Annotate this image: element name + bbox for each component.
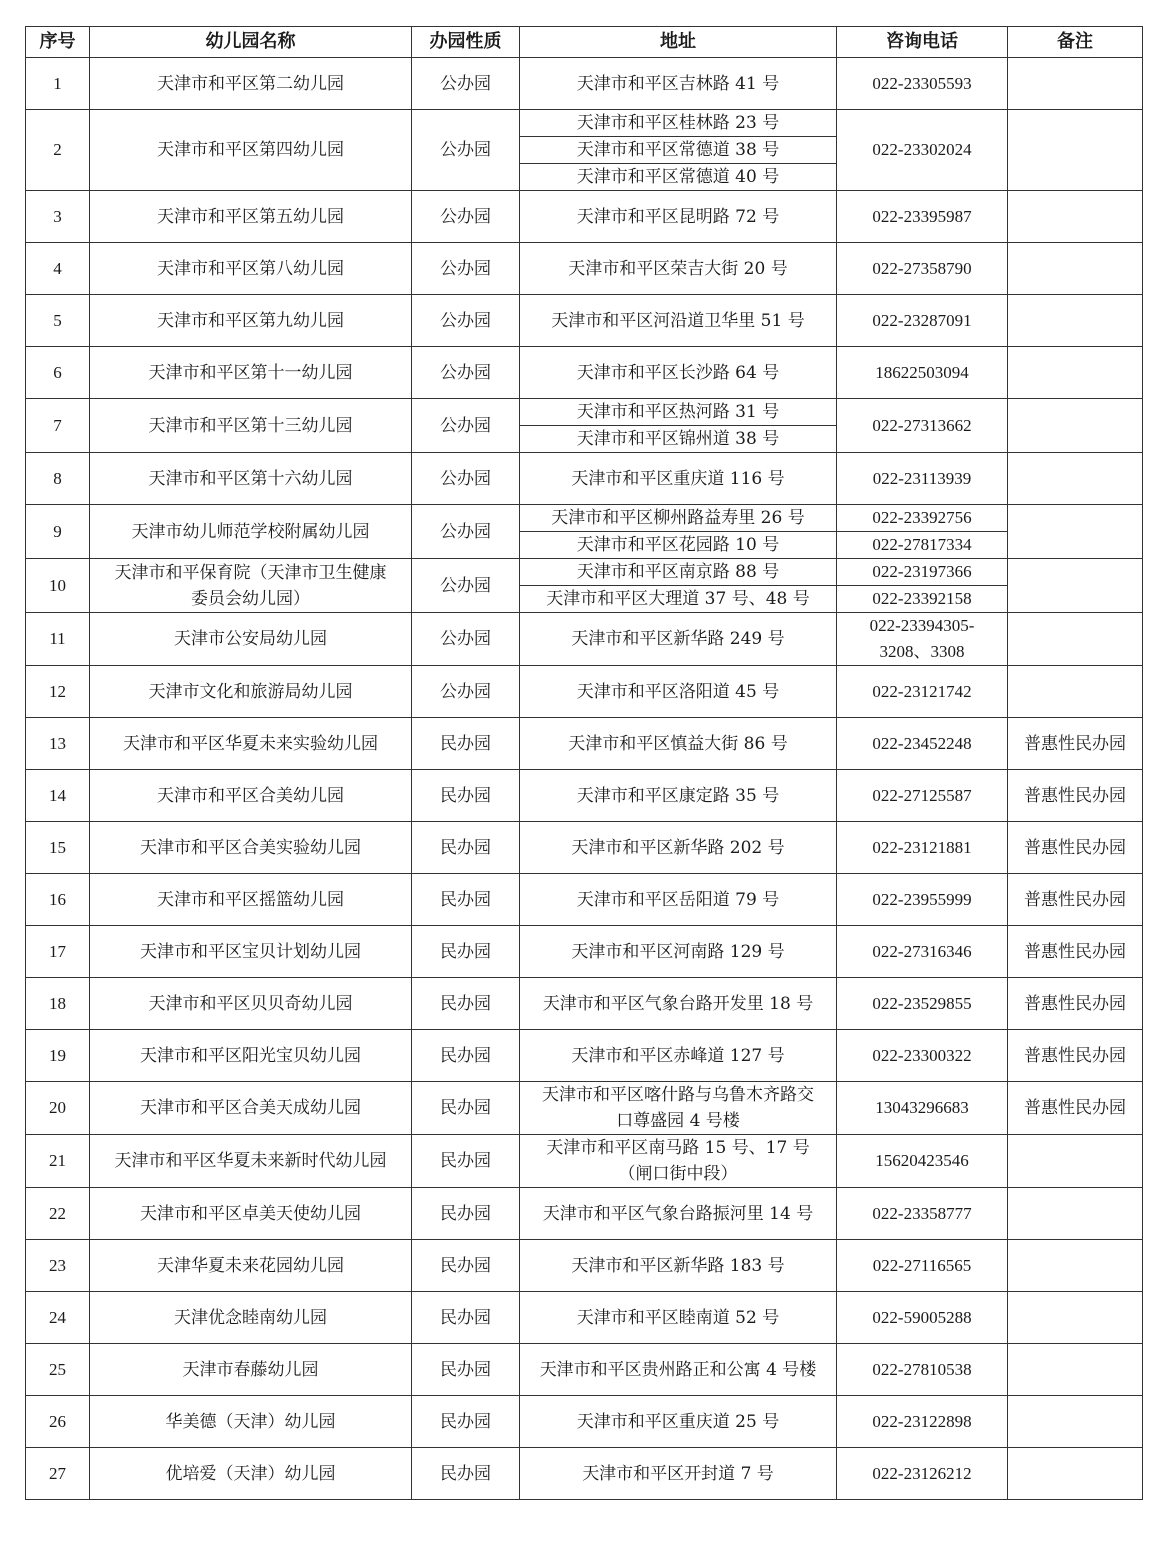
table-row [26, 1188, 1143, 1240]
header-note: 备注 [1008, 27, 1143, 58]
table-row [26, 58, 1143, 110]
cell-name: 天津市幼儿师范学校附属幼儿园 [90, 505, 412, 559]
table-row [26, 1135, 1143, 1188]
cell-note [1008, 505, 1143, 559]
table-row [26, 1292, 1143, 1344]
cell-name: 天津市和平区第九幼儿园 [90, 295, 412, 347]
cell-address: 天津市和平区常德道 38 号 [520, 137, 837, 164]
cell-address: 天津市和平区气象台路振河里 14 号 [520, 1188, 837, 1240]
cell-address: 天津市和平区睦南道 52 号 [520, 1292, 837, 1344]
cell-name: 天津市和平区华夏未来实验幼儿园 [90, 718, 412, 770]
table-row [26, 1240, 1143, 1292]
cell-phone: 022-23121881 [837, 822, 1008, 874]
cell-no: 2 [26, 110, 90, 191]
cell-no: 8 [26, 453, 90, 505]
table-row [26, 243, 1143, 295]
cell-address-line: 天津市和平区南马路 15 号、17 号 [546, 1138, 810, 1158]
cell-no: 23 [26, 1240, 90, 1292]
cell-address: 天津市和平区柳州路益寿里 26 号 [520, 505, 837, 532]
cell-type: 民办园 [412, 1396, 520, 1448]
cell-no: 22 [26, 1188, 90, 1240]
cell-type: 民办园 [412, 1135, 520, 1188]
cell-phone: 022-27116565 [837, 1240, 1008, 1292]
cell-name: 天津市和平区华夏未来新时代幼儿园 [90, 1135, 412, 1188]
cell-phone: 022-23113939 [837, 453, 1008, 505]
cell-note: 普惠性民办园 [1008, 1082, 1143, 1135]
cell-name: 天津华夏未来花园幼儿园 [90, 1240, 412, 1292]
cell-phone-line: 022-23394305- [869, 616, 975, 635]
cell-address: 天津市和平区河沿道卫华里 51 号 [520, 295, 837, 347]
cell-type: 公办园 [412, 453, 520, 505]
cell-no: 17 [26, 926, 90, 978]
table-row [26, 822, 1143, 874]
cell-type: 公办园 [412, 191, 520, 243]
cell-address: 天津市和平区岳阳道 79 号 [520, 874, 837, 926]
cell-type: 公办园 [412, 613, 520, 666]
cell-name: 天津优念睦南幼儿园 [90, 1292, 412, 1344]
table-row [26, 1082, 1143, 1135]
table-row [26, 347, 1143, 399]
cell-name-line: 天津市和平保育院（天津市卫生健康 [114, 562, 387, 583]
cell-name: 天津市公安局幼儿园 [90, 613, 412, 666]
cell-address: 天津市和平区康定路 35 号 [520, 770, 837, 822]
header-name: 幼儿园名称 [90, 27, 412, 58]
cell-note [1008, 1396, 1143, 1448]
cell-name: 天津市和平区第五幼儿园 [90, 191, 412, 243]
cell-note [1008, 453, 1143, 505]
cell-address: 天津市和平区桂林路 23 号 [520, 110, 837, 137]
cell-no: 3 [26, 191, 90, 243]
cell-note [1008, 1240, 1143, 1292]
cell-note [1008, 1135, 1143, 1188]
cell-phone: 18622503094 [837, 347, 1008, 399]
cell-name: 天津市和平区贝贝奇幼儿园 [90, 978, 412, 1030]
cell-phone: 022-59005288 [837, 1292, 1008, 1344]
cell-type: 公办园 [412, 347, 520, 399]
cell-phone: 022-23452248 [837, 718, 1008, 770]
cell-address [520, 1082, 837, 1135]
table-row [26, 505, 1143, 532]
cell-note [1008, 1292, 1143, 1344]
cell-no: 25 [26, 1344, 90, 1396]
cell-type: 民办园 [412, 1188, 520, 1240]
cell-note: 普惠性民办园 [1008, 978, 1143, 1030]
cell-name [90, 559, 412, 613]
table-row [26, 613, 1143, 666]
cell-phone: 022-27316346 [837, 926, 1008, 978]
cell-note: 普惠性民办园 [1008, 926, 1143, 978]
cell-address: 天津市和平区新华路 202 号 [520, 822, 837, 874]
cell-name: 天津市和平区合美幼儿园 [90, 770, 412, 822]
cell-address-line: 天津市和平区喀什路与乌鲁木齐路交 [542, 1085, 814, 1105]
cell-name: 天津市文化和旅游局幼儿园 [90, 666, 412, 718]
cell-no: 5 [26, 295, 90, 347]
cell-name: 天津市和平区合美实验幼儿园 [90, 822, 412, 874]
cell-phone: 022-27358790 [837, 243, 1008, 295]
table-row [26, 559, 1143, 586]
cell-address: 天津市和平区新华路 183 号 [520, 1240, 837, 1292]
cell-no: 14 [26, 770, 90, 822]
cell-phone [837, 613, 1008, 666]
cell-address: 天津市和平区锦州道 38 号 [520, 426, 837, 453]
cell-no: 1 [26, 58, 90, 110]
cell-no: 11 [26, 613, 90, 666]
cell-address-line: 口尊盛园 4 号楼 [616, 1111, 740, 1131]
cell-type: 民办园 [412, 1344, 520, 1396]
cell-address: 天津市和平区大理道 37 号、48 号 [520, 586, 837, 613]
table-row [26, 770, 1143, 822]
table-row [26, 926, 1143, 978]
cell-no: 13 [26, 718, 90, 770]
cell-phone: 022-23302024 [837, 110, 1008, 191]
cell-note [1008, 295, 1143, 347]
cell-address: 天津市和平区荣吉大街 20 号 [520, 243, 837, 295]
cell-name: 天津市和平区阳光宝贝幼儿园 [90, 1030, 412, 1082]
cell-phone: 022-23197366 [837, 559, 1008, 586]
cell-address: 天津市和平区南京路 88 号 [520, 559, 837, 586]
cell-note [1008, 58, 1143, 110]
cell-no: 4 [26, 243, 90, 295]
header-type: 办园性质 [412, 27, 520, 58]
cell-phone: 022-27125587 [837, 770, 1008, 822]
cell-phone: 022-23395987 [837, 191, 1008, 243]
cell-note [1008, 613, 1143, 666]
cell-note: 普惠性民办园 [1008, 718, 1143, 770]
cell-note [1008, 1344, 1143, 1396]
cell-note: 普惠性民办园 [1008, 822, 1143, 874]
cell-type: 民办园 [412, 718, 520, 770]
cell-name: 天津市和平区宝贝计划幼儿园 [90, 926, 412, 978]
cell-no: 27 [26, 1448, 90, 1500]
cell-note [1008, 110, 1143, 191]
header-no: 序号 [26, 27, 90, 58]
cell-type: 民办园 [412, 822, 520, 874]
cell-name: 天津市和平区第十六幼儿园 [90, 453, 412, 505]
cell-name: 天津市和平区第十一幼儿园 [90, 347, 412, 399]
cell-no: 18 [26, 978, 90, 1030]
cell-address: 天津市和平区热河路 31 号 [520, 399, 837, 426]
cell-type: 公办园 [412, 58, 520, 110]
cell-phone: 022-23121742 [837, 666, 1008, 718]
cell-address: 天津市和平区昆明路 72 号 [520, 191, 837, 243]
cell-no: 10 [26, 559, 90, 613]
cell-note [1008, 559, 1143, 613]
cell-type: 公办园 [412, 505, 520, 559]
cell-phone: 13043296683 [837, 1082, 1008, 1135]
cell-phone: 022-23305593 [837, 58, 1008, 110]
cell-note: 普惠性民办园 [1008, 874, 1143, 926]
cell-name: 天津市和平区第八幼儿园 [90, 243, 412, 295]
table-row [26, 295, 1143, 347]
cell-phone: 022-23392756 [837, 505, 1008, 532]
table-row [26, 1344, 1143, 1396]
cell-type: 民办园 [412, 1030, 520, 1082]
table-row [26, 110, 1143, 137]
cell-address: 天津市和平区开封道 7 号 [520, 1448, 837, 1500]
table-row [26, 718, 1143, 770]
cell-name: 优培爱（天津）幼儿园 [90, 1448, 412, 1500]
cell-name: 天津市和平区第二幼儿园 [90, 58, 412, 110]
cell-no: 15 [26, 822, 90, 874]
cell-type: 公办园 [412, 295, 520, 347]
cell-address: 天津市和平区赤峰道 127 号 [520, 1030, 837, 1082]
cell-no: 6 [26, 347, 90, 399]
cell-type: 公办园 [412, 243, 520, 295]
cell-type: 公办园 [412, 666, 520, 718]
cell-type: 民办园 [412, 1292, 520, 1344]
cell-address: 天津市和平区新华路 249 号 [520, 613, 837, 666]
cell-phone: 022-23358777 [837, 1188, 1008, 1240]
header-row [26, 27, 1143, 58]
table-row [26, 453, 1143, 505]
cell-phone: 022-23126212 [837, 1448, 1008, 1500]
cell-phone: 022-23392158 [837, 586, 1008, 613]
table-row [26, 666, 1143, 718]
cell-note [1008, 191, 1143, 243]
cell-phone: 022-23287091 [837, 295, 1008, 347]
cell-note [1008, 347, 1143, 399]
cell-no: 26 [26, 1396, 90, 1448]
cell-phone: 022-23122898 [837, 1396, 1008, 1448]
cell-phone-line: 3208、3308 [879, 642, 965, 661]
cell-address: 天津市和平区花园路 10 号 [520, 532, 837, 559]
cell-address: 天津市和平区重庆道 116 号 [520, 453, 837, 505]
cell-no: 20 [26, 1082, 90, 1135]
cell-no: 7 [26, 399, 90, 453]
cell-no: 24 [26, 1292, 90, 1344]
header-address: 地址 [520, 27, 837, 58]
cell-type: 民办园 [412, 1082, 520, 1135]
cell-name: 天津市和平区摇篮幼儿园 [90, 874, 412, 926]
cell-name: 天津市和平区第十三幼儿园 [90, 399, 412, 453]
cell-note [1008, 399, 1143, 453]
table-row [26, 1396, 1143, 1448]
cell-type: 公办园 [412, 110, 520, 191]
cell-phone: 022-27313662 [837, 399, 1008, 453]
cell-note [1008, 1188, 1143, 1240]
cell-address: 天津市和平区慎益大街 86 号 [520, 718, 837, 770]
cell-no: 21 [26, 1135, 90, 1188]
cell-note: 普惠性民办园 [1008, 770, 1143, 822]
cell-no: 12 [26, 666, 90, 718]
cell-note: 普惠性民办园 [1008, 1030, 1143, 1082]
cell-no: 9 [26, 505, 90, 559]
table-row [26, 191, 1143, 243]
cell-type: 民办园 [412, 770, 520, 822]
table-row [26, 399, 1143, 426]
cell-type: 民办园 [412, 1240, 520, 1292]
table-row [26, 978, 1143, 1030]
cell-note [1008, 666, 1143, 718]
cell-no: 16 [26, 874, 90, 926]
cell-address: 天津市和平区洛阳道 45 号 [520, 666, 837, 718]
cell-address-line: （闸口街中段） [618, 1164, 738, 1184]
cell-type: 民办园 [412, 978, 520, 1030]
cell-note [1008, 243, 1143, 295]
cell-phone: 15620423546 [837, 1135, 1008, 1188]
cell-name: 天津市春藤幼儿园 [90, 1344, 412, 1396]
cell-address: 天津市和平区重庆道 25 号 [520, 1396, 837, 1448]
cell-type: 公办园 [412, 399, 520, 453]
cell-name: 天津市和平区合美天成幼儿园 [90, 1082, 412, 1135]
cell-phone: 022-23955999 [837, 874, 1008, 926]
table-row [26, 874, 1143, 926]
header-phone: 咨询电话 [837, 27, 1008, 58]
cell-name: 天津市和平区第四幼儿园 [90, 110, 412, 191]
cell-type: 公办园 [412, 559, 520, 613]
kindergarten-table [25, 26, 1143, 1500]
cell-address [520, 1135, 837, 1188]
cell-address: 天津市和平区河南路 129 号 [520, 926, 837, 978]
cell-phone: 022-23300322 [837, 1030, 1008, 1082]
table-row [26, 1030, 1143, 1082]
cell-name-line: 委员会幼儿园） [191, 588, 310, 609]
table-row [26, 1448, 1143, 1500]
cell-type: 民办园 [412, 926, 520, 978]
cell-type: 民办园 [412, 874, 520, 926]
cell-phone: 022-27817334 [837, 532, 1008, 559]
cell-address: 天津市和平区吉林路 41 号 [520, 58, 837, 110]
cell-address: 天津市和平区贵州路正和公寓 4 号楼 [520, 1344, 837, 1396]
cell-note [1008, 1448, 1143, 1500]
cell-address: 天津市和平区常德道 40 号 [520, 164, 837, 191]
cell-name: 天津市和平区卓美天使幼儿园 [90, 1188, 412, 1240]
cell-name: 华美德（天津）幼儿园 [90, 1396, 412, 1448]
cell-address: 天津市和平区长沙路 64 号 [520, 347, 837, 399]
cell-type: 民办园 [412, 1448, 520, 1500]
cell-phone: 022-27810538 [837, 1344, 1008, 1396]
cell-phone: 022-23529855 [837, 978, 1008, 1030]
cell-no: 19 [26, 1030, 90, 1082]
cell-address: 天津市和平区气象台路开发里 18 号 [520, 978, 837, 1030]
